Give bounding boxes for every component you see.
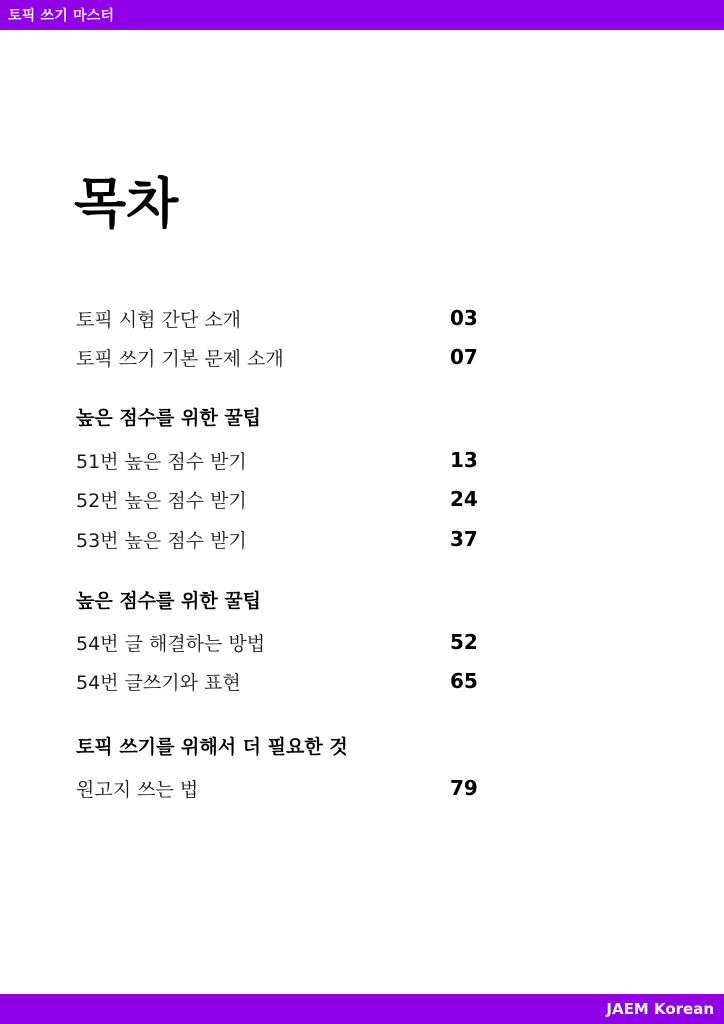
toc-entry[interactable] <box>76 773 480 803</box>
toc-entry-label: 53번 높은 점수 받기 <box>76 529 247 552</box>
toc-entry-label: 52번 높은 점수 받기 <box>76 489 247 512</box>
toc-section-heading: 높은 점수를 위한 꿀팁 <box>76 589 262 612</box>
toc-entry[interactable] <box>76 484 480 514</box>
toc-entry-label: 토픽 쓰기 기본 문제 소개 <box>76 347 284 370</box>
footer-brand: JAEM Korean <box>606 1000 714 1018</box>
toc-entry-page: 65 <box>450 669 478 693</box>
toc-entry-label: 원고지 쓰는 법 <box>76 778 199 801</box>
toc-entry-page: 37 <box>450 527 478 551</box>
toc-entry-page: 52 <box>450 630 478 654</box>
toc-entry[interactable] <box>76 666 480 696</box>
toc-entry-label: 54번 글쓰기와 표현 <box>76 671 241 694</box>
toc-entry-page: 24 <box>450 487 478 511</box>
toc-entry-label: 토픽 시험 간단 소개 <box>76 308 241 331</box>
toc-entry-label: 51번 높은 점수 받기 <box>76 450 247 473</box>
toc-entry[interactable] <box>76 524 480 554</box>
toc-entry[interactable] <box>76 627 480 657</box>
toc-entry-page: 79 <box>450 776 478 800</box>
toc-entry-page: 13 <box>450 448 478 472</box>
toc-entry-page: 03 <box>450 306 478 330</box>
toc-section-heading: 높은 점수를 위한 꿀팁 <box>76 406 262 429</box>
toc-entry-page: 07 <box>450 345 478 369</box>
header-bar <box>0 0 724 30</box>
footer-bar <box>0 994 724 1024</box>
toc-entry-label: 54번 글 해결하는 방법 <box>76 632 266 655</box>
toc-section-heading: 토픽 쓰기를 위해서 더 필요한 것 <box>76 735 348 758</box>
toc-title: 목차 <box>74 172 179 235</box>
toc-entry[interactable] <box>76 303 480 333</box>
header-title: 토픽 쓰기 마스터 <box>8 8 115 24</box>
toc-entry[interactable] <box>76 445 480 475</box>
toc-entry[interactable] <box>76 342 480 372</box>
